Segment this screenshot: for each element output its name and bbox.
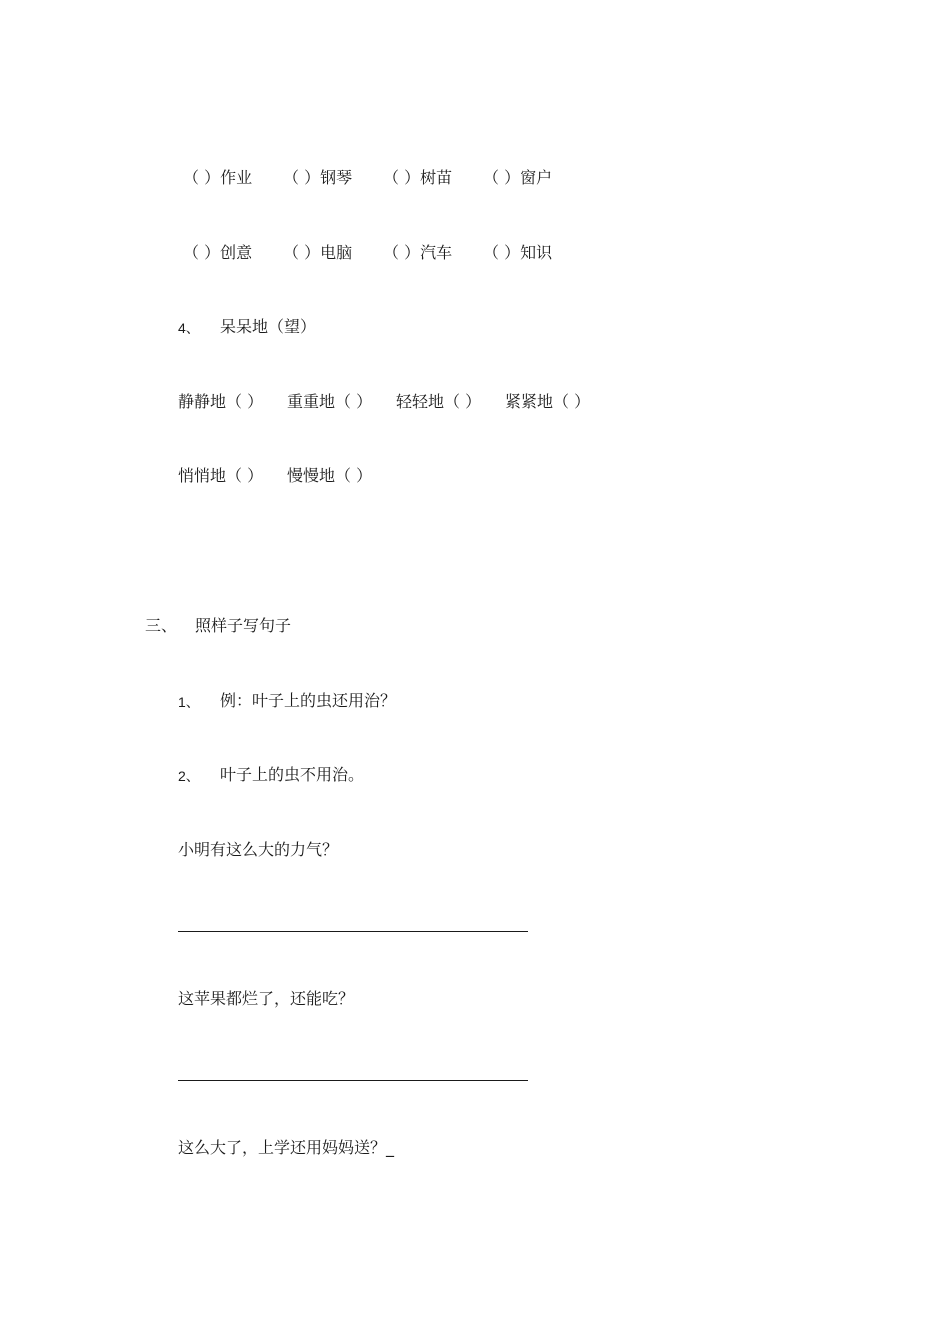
q4-item: 慢慢地（ ） [287, 466, 373, 485]
fill-item: （ ）作业 [183, 168, 253, 187]
item-1-text: 例：叶子上的虫还用治？ [220, 691, 397, 710]
q4-item: 重重地（ ） [287, 392, 373, 411]
fill-item: （ ）汽车 [383, 243, 453, 262]
sentence-1: 小明有这么大的力气？ [178, 840, 339, 859]
fill-row-1 [183, 168, 583, 188]
answer-line-2[interactable] [178, 1080, 528, 1081]
fill-item: （ ）电脑 [283, 243, 353, 262]
q4-item: 紧紧地（ ） [505, 392, 591, 411]
q4-row-2 [178, 466, 396, 486]
item-2-text: 叶子上的虫不用治。 [220, 765, 365, 784]
fill-item: （ ）钢琴 [283, 168, 353, 187]
section-3-title: 照样子写句子 [195, 616, 292, 635]
section-3-number: 三、 [145, 616, 178, 635]
question-4-number: 4、 [178, 320, 200, 336]
fill-item: （ ）窗户 [483, 168, 553, 187]
sentence-3: 这么大了，上学还用妈妈送？_ [178, 1138, 395, 1157]
sentence-2: 这苹果都烂了，还能吃？ [178, 989, 355, 1008]
fill-row-2 [183, 243, 583, 263]
answer-line-1[interactable] [178, 931, 528, 932]
q4-item: 悄悄地（ ） [178, 466, 264, 485]
q4-row-1 [178, 392, 614, 412]
question-4-example: 呆呆地（望） [220, 317, 317, 336]
fill-item: （ ）知识 [483, 243, 553, 262]
q4-item: 轻轻地（ ） [396, 392, 482, 411]
item-2-number: 2、 [178, 768, 200, 784]
fill-item: （ ）树苗 [383, 168, 453, 187]
fill-item: （ ）创意 [183, 243, 253, 262]
item-1-number: 1、 [178, 694, 200, 710]
q4-item: 静静地（ ） [178, 392, 264, 411]
